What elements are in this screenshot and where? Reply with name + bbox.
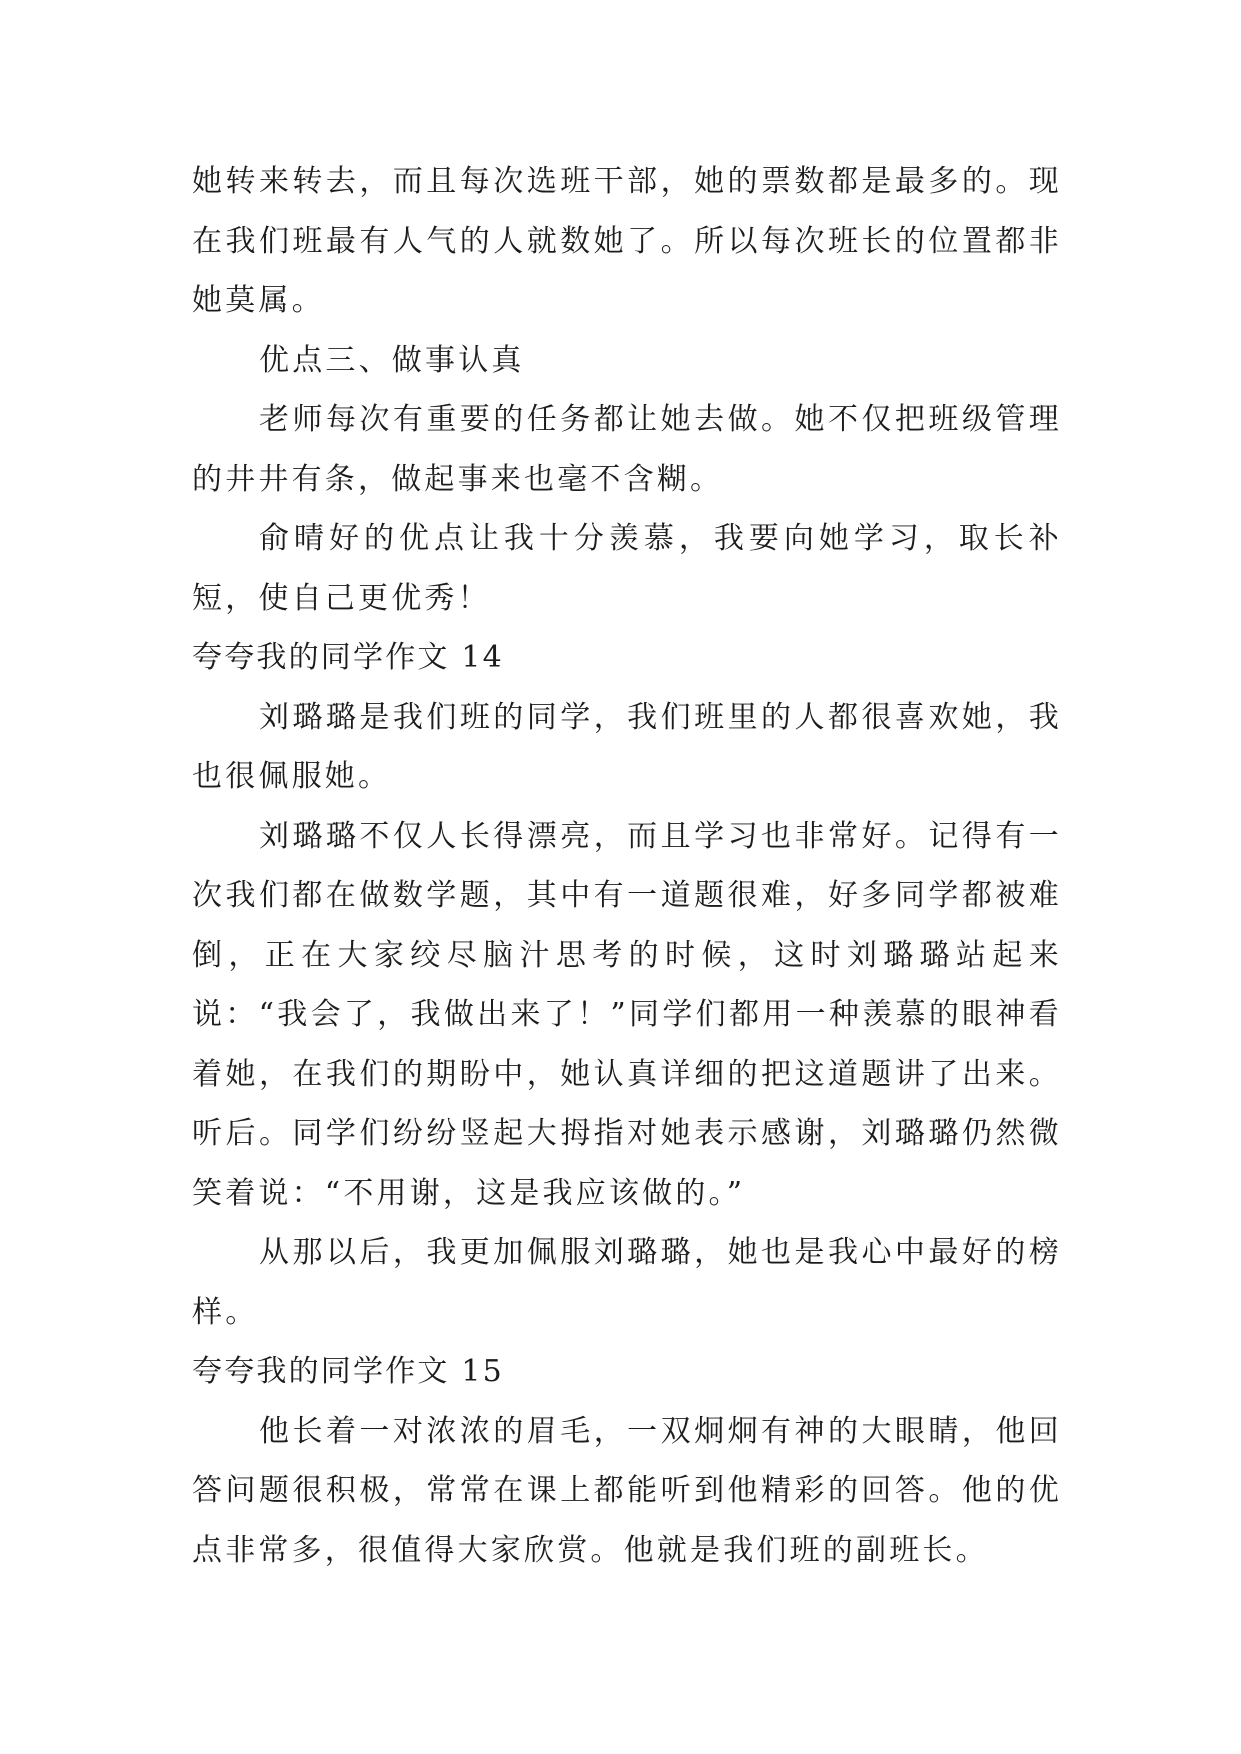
document-body [192, 152, 1062, 1580]
paragraph: 从那以后，我更加佩服刘璐璐，她也是我心中最好的榜样。 [192, 1235, 1062, 1330]
section-subheading-merit-three: 优点三、做事认真 [259, 342, 525, 378]
paragraph: 刘璐璐是我们班的同学，我们班里的人都很喜欢她，我也很佩服她。 [192, 699, 1062, 794]
paragraph: 他长着一对浓浓的眉毛，一双炯炯有神的大眼睛，他回答问题很积极，常常在课上都能听到他精彩的回答。他的优点非常多，很值得大家欣赏。他就是我们班的副班长。 [192, 1413, 1062, 1568]
essay-title-15: 夸夸我的同学作文 15 [192, 1354, 504, 1389]
paragraph: 老师每次有重要的任务都让她去做。她不仅把班级管理的井井有条，做起事来也毫不含糊。 [192, 402, 1062, 497]
paragraph: 俞晴好的优点让我十分羡慕，我要向她学习，取长补短，使自己更优秀！ [192, 521, 1062, 616]
essay-title-14: 夸夸我的同学作文 14 [192, 640, 504, 675]
paragraph-continued: 她转来转去，而且每次选班干部，她的票数都是最多的。现在我们班最有人气的人就数她了。所以每次班长的位置都非她莫属。 [192, 164, 1062, 318]
paragraph: 刘璐璐不仅人长得漂亮，而且学习也非常好。记得有一次我们都在做数学题，其中有一道题很难，好多同学都被难倒，正在大家绞尽脑汁思考的时候，这时刘璐璐站起来说：“我会了，我做出来了！”同学们都用一种羡慕的眼神看着她，在我们的期盼中，她认真详细的把这道题讲了出来。听后。同学们纷纷竖起大拇指对她表示感谢，刘璐璐仍然微笑着说：“不用谢，这是我应该做的。” [192, 818, 1062, 1211]
